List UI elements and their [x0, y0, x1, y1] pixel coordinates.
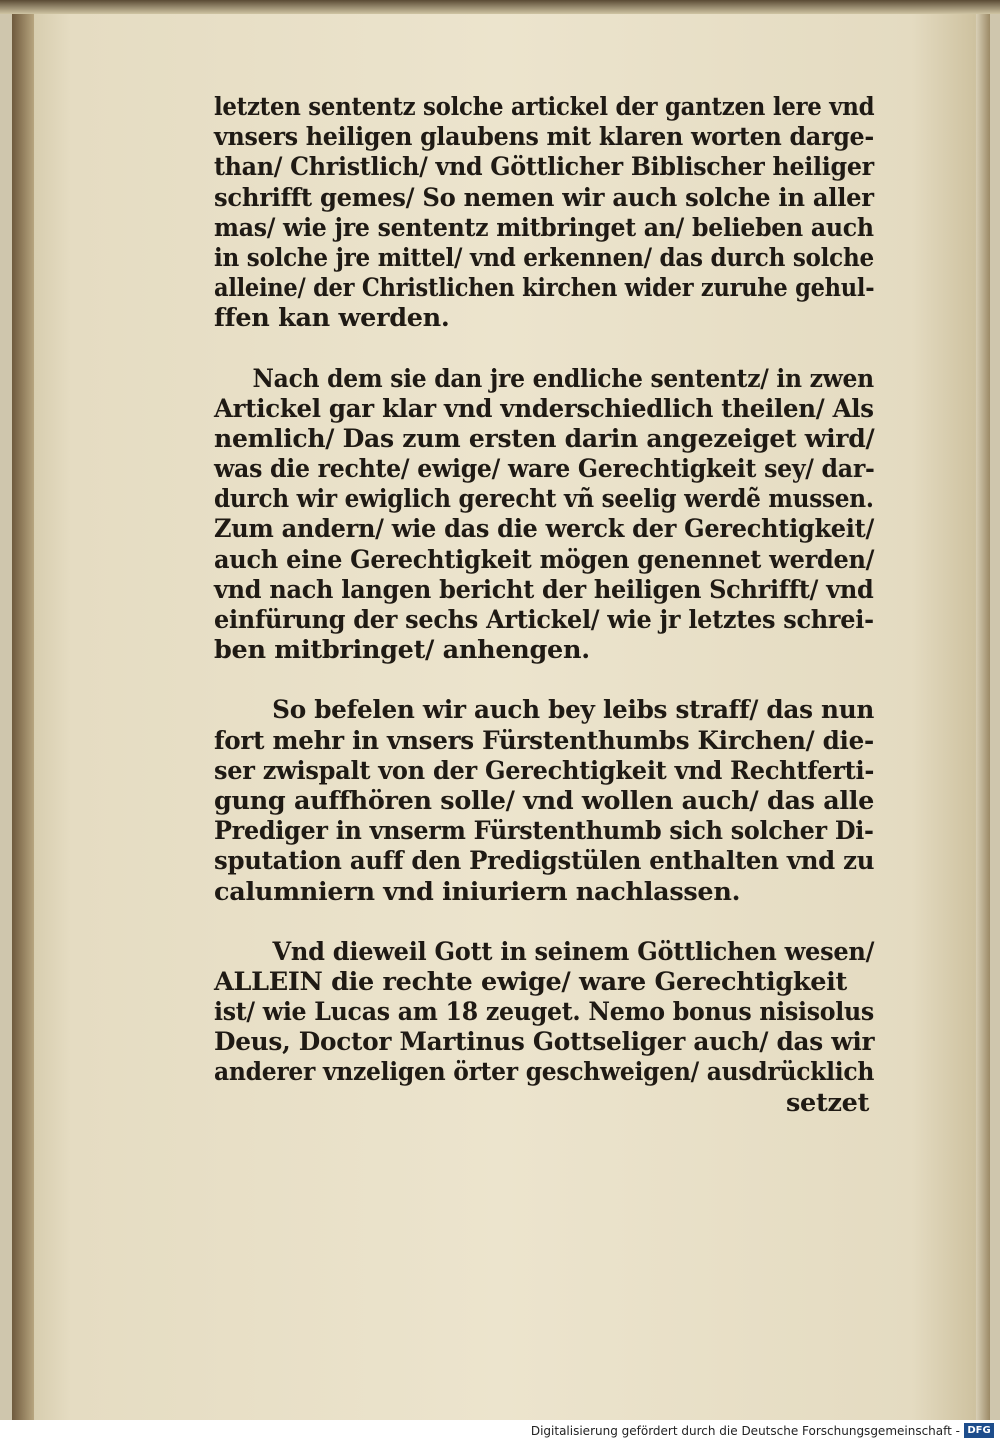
page-edge — [976, 0, 990, 1420]
text-line: Zum andern/ wie das die werck der Gerechtigkeit/ — [214, 514, 874, 545]
text-line: letzten sententz solche artickel der gantzen lere vnd — [214, 92, 875, 122]
paragraph — [214, 92, 874, 334]
page-gutter-shadow — [12, 0, 34, 1420]
footer-bar — [0, 1420, 1000, 1442]
catchword: setzet — [786, 1087, 870, 1118]
text-line: schrifft gemes/ So nemen wir auch solche in aller — [214, 182, 874, 213]
text-line: calumniern vnd iniuriern nachlassen. — [214, 876, 741, 907]
text-line: Prediger in vnserm Fürstenthumb sich solcher Di- — [214, 816, 874, 847]
text-line: mas/ wie jre sententz mitbringet an/ belieben auch — [214, 212, 874, 243]
funding-notice: Digitalisierung gefördert durch die Deutsche Forschungsgemeinschaft - — [530, 1424, 960, 1438]
text-line: anderer vnzeligen örter geschweigen/ ausdrücklich — [214, 1057, 875, 1088]
text-line: Deus, Doctor Martinus Gottseliger auch/ das wir — [214, 1027, 875, 1058]
text-line: Vnd dieweil Gott in seinem Göttlichen wesen/ — [272, 936, 875, 967]
paragraph — [214, 364, 874, 666]
text-line: alleine/ der Christlichen kirchen wider zuruhe gehul- — [214, 273, 875, 304]
text-line: nemlich/ Das zum ersten darin angezeiget wird/ — [214, 423, 875, 454]
dfg-logo-icon: DFG — [964, 1423, 994, 1438]
text-line: vnd nach langen bericht der heiligen Schrifft/ vnd — [214, 574, 874, 605]
text-line: ALLEIN die rechte ewige/ ware Gerechtigkeit — [214, 966, 848, 997]
text-line: fort mehr in vnsers Fürstenthumbs Kirchen/ die- — [214, 725, 874, 756]
text-line: vnsers heiligen glaubens mit klaren worten darge- — [214, 122, 874, 153]
text-line: ben mitbringet/ anhengen. — [214, 635, 590, 666]
text-line: Nach dem sie dan jre endliche sententz/ in zwen — [252, 363, 874, 394]
text-line: durch wir ewiglich gerecht vñ seelig werdẽ mussen. — [214, 484, 874, 515]
text-line: So befelen wir auch bey leibs straff/ das nun — [272, 695, 875, 726]
paragraph — [214, 695, 874, 906]
text-line: auch eine Gerechtigkeit mögen genennet werden/ — [214, 544, 875, 575]
text-line: was die rechte/ ewige/ ware Gerechtigkeit sey/ dar- — [214, 454, 875, 485]
text-line: than/ Christlich/ vnd Göttlicher Biblischer heiliger — [214, 152, 874, 183]
paragraph — [214, 937, 874, 1088]
text-line: ser zwispalt von der Gerechtigkeit vnd Rechtferti- — [214, 755, 875, 786]
text-line: ist/ wie Lucas am 18 zeuget. Nemo bonus nisisolus — [214, 997, 874, 1028]
text-line: einfürung der sechs Artickel/ wie jr letztes schrei- — [214, 605, 874, 635]
text-line: in solche jre mittel/ vnd erkennen/ das durch solche — [214, 242, 874, 273]
text-line: ffen kan werden. — [214, 303, 450, 334]
page-text — [214, 92, 874, 1118]
page-top-shadow — [0, 0, 1000, 14]
text-line: sputation auff den Predigstülen enthalten vnd zu — [214, 846, 875, 877]
text-line: Artickel gar klar vnd vnderschiedlich theilen/ Als — [214, 393, 874, 424]
text-line: gung auffhören solle/ vnd wollen auch/ das alle — [214, 785, 875, 816]
